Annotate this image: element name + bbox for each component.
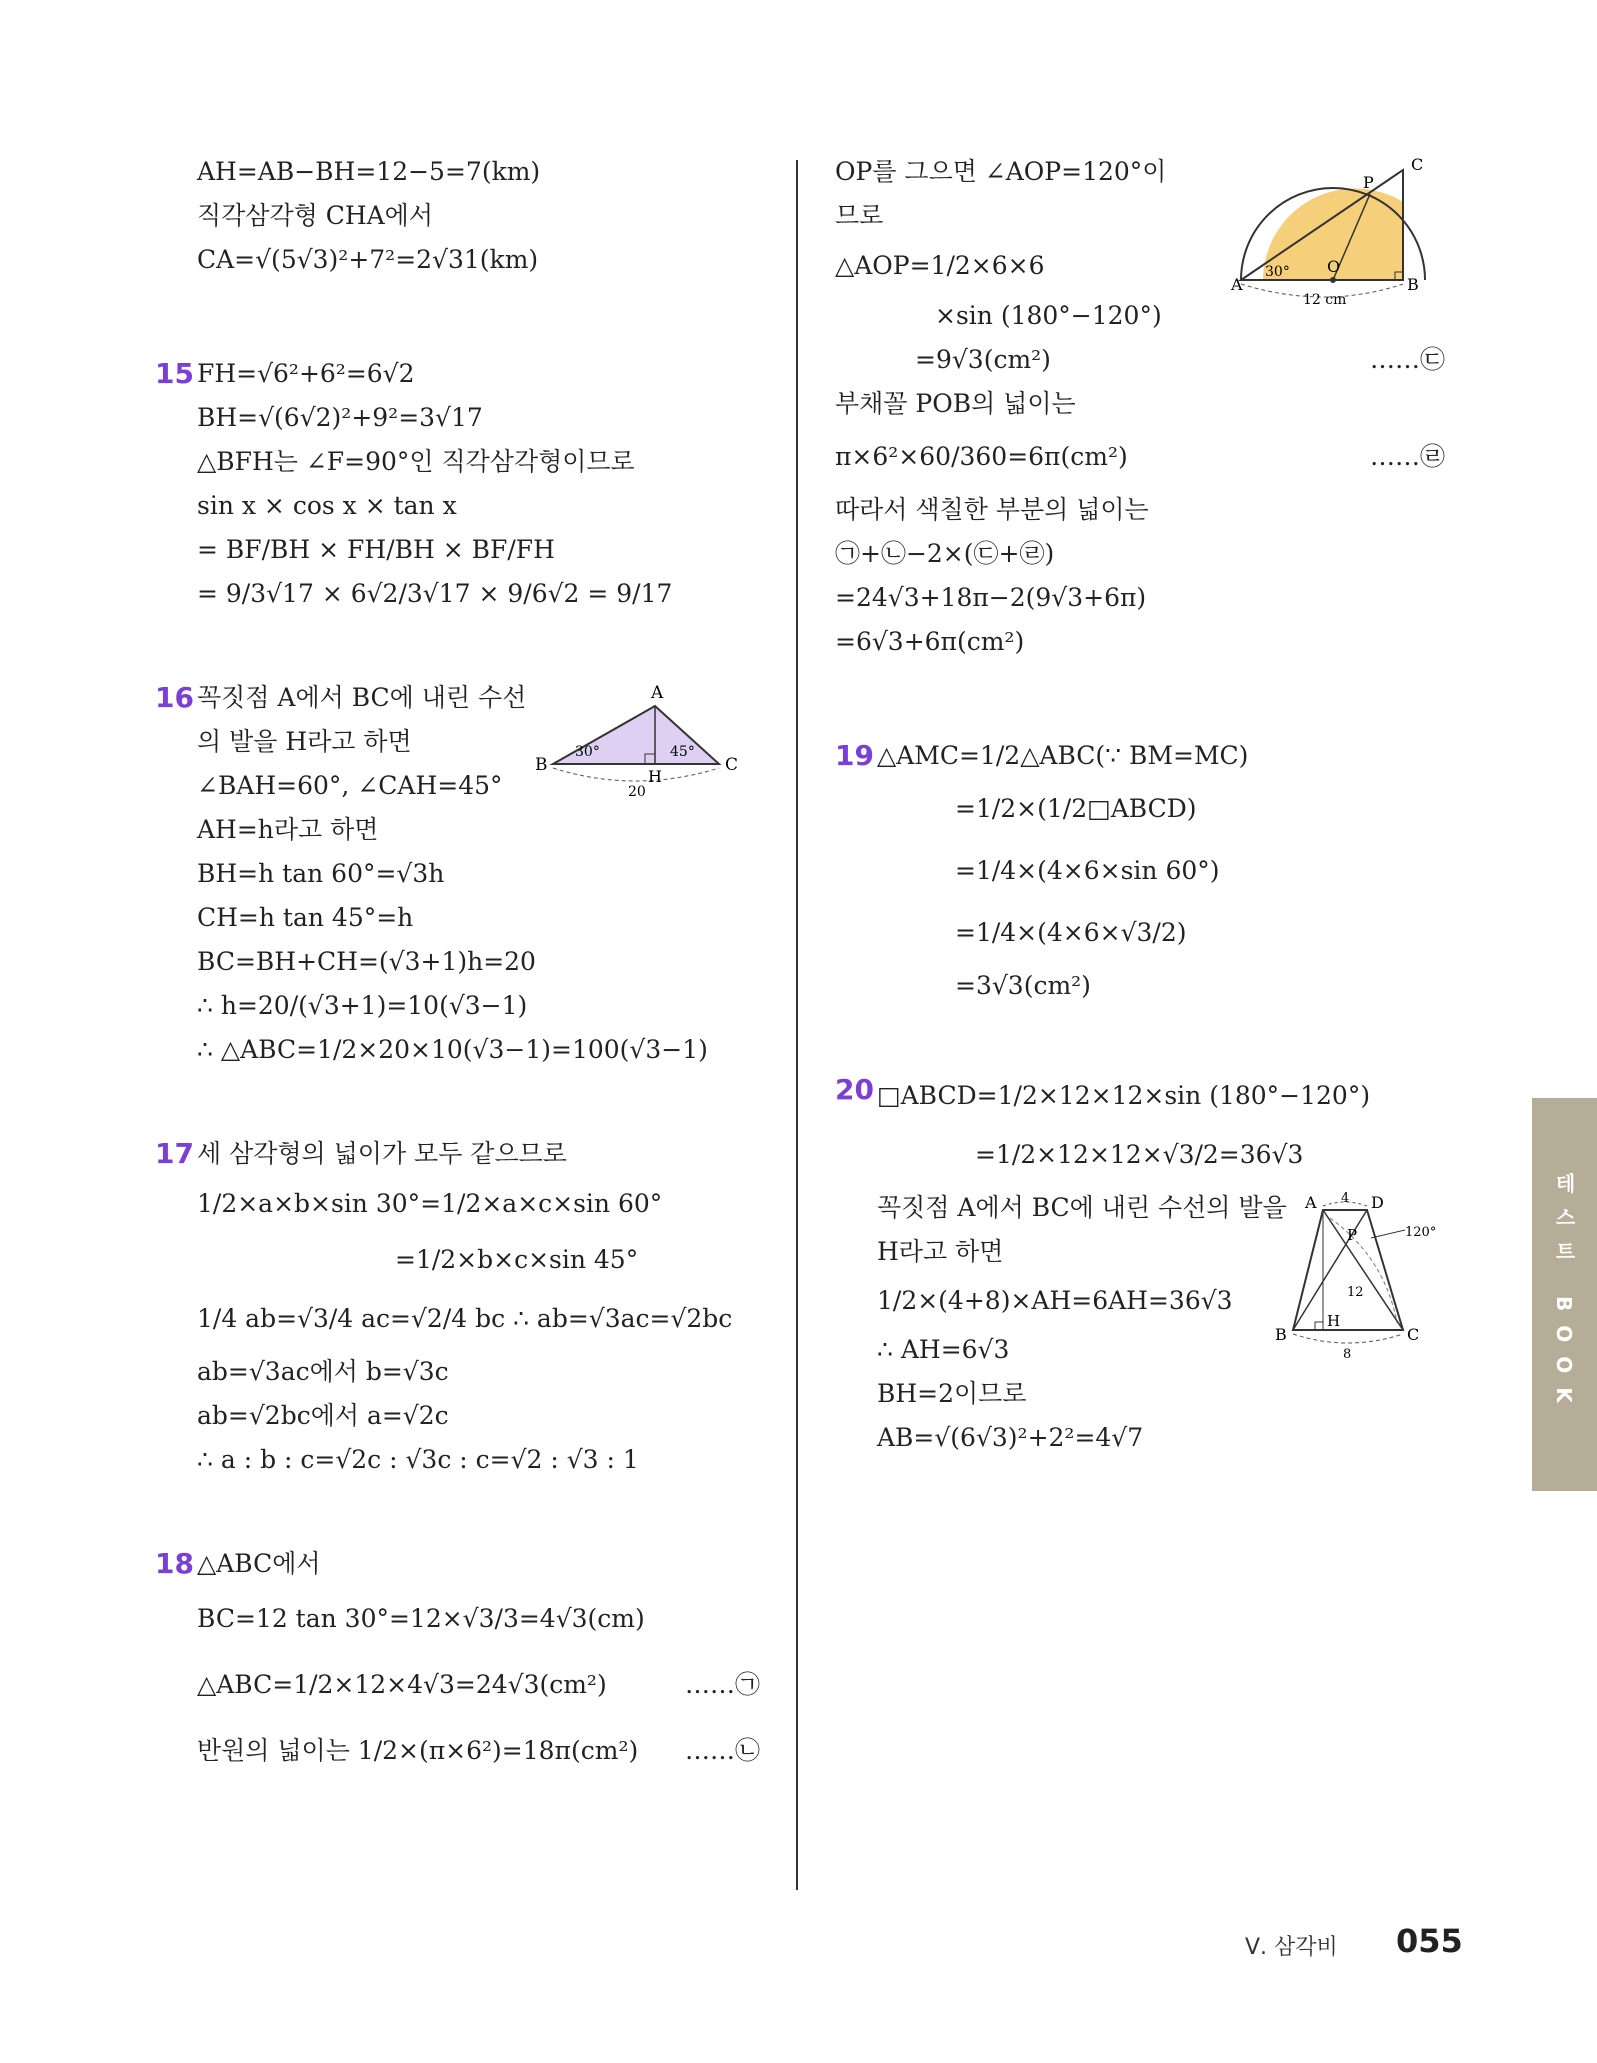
solution-text: 반원의 넓이는 1/2×(π×6²)=18π(cm²) [197, 1736, 639, 1765]
solution-line: BH=2이므로 [877, 1379, 1027, 1408]
vertex-label: P [1347, 1226, 1358, 1244]
right-column [835, 150, 1475, 1520]
solution-line: =1/4×(4×6×√3/2) [955, 918, 1187, 947]
solution-line: BC=BH+CH=(√3+1)h=20 [197, 947, 536, 976]
solution-line [155, 1718, 785, 1784]
vertex-label: D [1371, 1193, 1384, 1212]
length-label: 4 [1341, 1191, 1350, 1206]
solution-line: BH=h tan 60°=√3h [197, 859, 445, 888]
problem-18 [155, 1542, 785, 1784]
problem-20 [835, 1068, 1475, 1460]
solution-line: □ABCD=1/2×12×12×sin (180°−120°) [877, 1081, 1371, 1110]
solution-line: 직각삼각형 CHA에서 [197, 201, 433, 230]
solution-line: = 9/3√17 × 6√2/3√17 × 9/6√2 = 9/17 [197, 579, 673, 608]
circled-mark: ……㉣ [1370, 442, 1446, 471]
solution-line: △AMC=1/2△ABC(∵ BM=MC) [877, 741, 1249, 770]
solution-line: AH=AB−BH=12−5=7(km) [197, 157, 541, 186]
solution-text: π×6²×60/360=6π(cm²) [835, 442, 1128, 471]
solution-line: AB=√(6√3)²+2²=4√7 [877, 1423, 1144, 1452]
vertex-label: O [1327, 257, 1341, 276]
solution-line: 1/2×a×b×sin 30°=1/2×a×c×sin 60° [197, 1189, 663, 1218]
solution-line: △AOP=1/2×6×6 [835, 251, 1045, 280]
problem-number: 20 [835, 1073, 874, 1106]
problem-17 [155, 1132, 785, 1482]
problem-number: 17 [155, 1137, 194, 1170]
solution-line: △BFH는 ∠F=90°인 직각삼각형이므로 [197, 447, 635, 476]
solution-line: =1/2×b×c×sin 45° [395, 1245, 639, 1274]
circled-mark: ……㉠ [685, 1670, 761, 1699]
circled-mark: ……㉡ [685, 1736, 761, 1765]
vertex-label: C [1407, 1325, 1420, 1344]
solution-line: AH=h라고 하면 [197, 815, 379, 844]
solution-line: ∴ AH=6√3 [877, 1335, 1010, 1364]
solution-line: △ABC에서 [197, 1549, 321, 1578]
problem-number: 18 [155, 1547, 194, 1580]
angle-label: 45° [670, 744, 695, 760]
solution-line: =24√3+18π−2(9√3+6π) [835, 583, 1147, 612]
vertex-label: B [535, 755, 548, 775]
solution-line: =1/2×(1/2□ABCD) [955, 794, 1197, 823]
solution-line: 꼭짓점 A에서 BC에 내린 수선 [197, 683, 527, 712]
semicircle-figure-18 [1231, 150, 1445, 308]
solution-line: BH=√(6√2)²+9²=3√17 [197, 403, 483, 432]
problem-16 [155, 676, 785, 1072]
angle-label: 120° [1405, 1225, 1437, 1240]
solution-line: =3√3(cm²) [955, 971, 1091, 1000]
solution-line: ㉠+㉡−2×(㉢+㉣) [835, 539, 1055, 568]
chapter-title: Ⅴ. 삼각비 [1245, 1935, 1338, 1960]
vertex-label: A [1305, 1193, 1317, 1212]
vertex-label: A [651, 683, 664, 703]
solution-line: CA=√(5√3)²+7²=2√31(km) [197, 245, 539, 274]
solution-line: ab=√2bc에서 a=√2c [197, 1401, 449, 1430]
vertex-label: A [1231, 275, 1243, 294]
solution-line: 1/4 ab=√3/4 ac=√2/4 bc ∴ ab=√3ac=√2bc [197, 1304, 733, 1333]
solution-line: ∴ a : b : c=√2c : √3c : c=√2 : √3 : 1 [197, 1445, 639, 1474]
angle-label: 30° [575, 744, 600, 760]
left-column [155, 150, 785, 1844]
vertex-label: C [1411, 155, 1424, 174]
solution-line: =1/4×(4×6×sin 60°) [955, 856, 1220, 885]
solution-line: ∴ h=20/(√3+1)=10(√3−1) [197, 991, 528, 1020]
problem-19 [835, 734, 1475, 1008]
solution-line: ×sin (180°−120°) [935, 301, 1162, 330]
solution-text: =9√3(cm²) [915, 345, 1051, 374]
problem-18-continuation [835, 150, 1475, 664]
length-label: 12 cm [1303, 292, 1347, 308]
solution-line: BC=12 tan 30°=12×√3/3=4√3(cm) [197, 1604, 645, 1633]
vertex-label: H [1327, 1312, 1341, 1330]
solution-line: ∴ △ABC=1/2×20×10(√3−1)=100(√3−1) [197, 1035, 708, 1064]
solution-line: 세 삼각형의 넓이가 모두 같으므로 [197, 1139, 567, 1168]
solution-line [835, 426, 1475, 488]
vertex-label: H [648, 767, 662, 786]
solution-line: ∠BAH=60°, ∠CAH=45° [197, 771, 503, 800]
page-number: 055 [1396, 1922, 1463, 1960]
circled-mark: ……㉢ [1370, 345, 1446, 374]
length-label: 12 [1347, 1285, 1364, 1300]
column-divider [796, 160, 798, 1890]
tab-label: 테스트 BOOK [1552, 1172, 1576, 1417]
solution-line: =1/2×12×12×√3/2=36√3 [975, 1140, 1304, 1169]
solution-line: 따라서 색칠한 부분의 넓이는 [835, 495, 1149, 524]
solution-line: sin x × cos x × tan x [197, 491, 457, 520]
problem-15 [155, 352, 785, 616]
solution-line: 부채꼴 POB의 넓이는 [835, 389, 1076, 418]
length-label: 8 [1343, 1347, 1352, 1362]
solution-line: 므로 [835, 201, 884, 230]
solution-line: 의 발을 H라고 하면 [197, 727, 412, 756]
solution-line: =6√3+6π(cm²) [835, 627, 1025, 656]
problem-number: 19 [835, 739, 874, 772]
solution-line: OP를 그으면 ∠AOP=120°이 [835, 157, 1167, 186]
trapezoid-figure-20 [1275, 1188, 1465, 1378]
solution-line: FH=√6²+6²=6√2 [197, 359, 415, 388]
angle-label: 30° [1265, 264, 1290, 280]
problem-14-continuation [155, 150, 785, 282]
problem-number: 15 [155, 357, 194, 390]
solution-line [155, 1652, 785, 1718]
solution-line: CH=h tan 45°=h [197, 903, 414, 932]
solution-line [835, 338, 1475, 382]
solution-line: 1/2×(4+8)×AH=6AH=36√3 [877, 1286, 1233, 1315]
problem-number: 16 [155, 681, 194, 714]
solution-line: H라고 하면 [877, 1237, 1004, 1266]
vertex-label: C [725, 755, 739, 775]
solution-text: △ABC=1/2×12×4√3=24√3(cm²) [197, 1670, 607, 1699]
vertex-label: P [1363, 173, 1374, 192]
solution-line: ab=√3ac에서 b=√3c [197, 1357, 449, 1386]
length-label: 20 [628, 784, 646, 800]
vertex-label: B [1407, 275, 1419, 294]
solution-line: = BF/BH × FH/BH × BF/FH [197, 535, 555, 564]
solution-line: 꼭짓점 A에서 BC에 내린 수선의 발을 [877, 1193, 1287, 1222]
vertex-label: B [1275, 1325, 1287, 1344]
test-book-tab [1532, 1098, 1597, 1491]
triangle-figure-16 [535, 676, 775, 806]
